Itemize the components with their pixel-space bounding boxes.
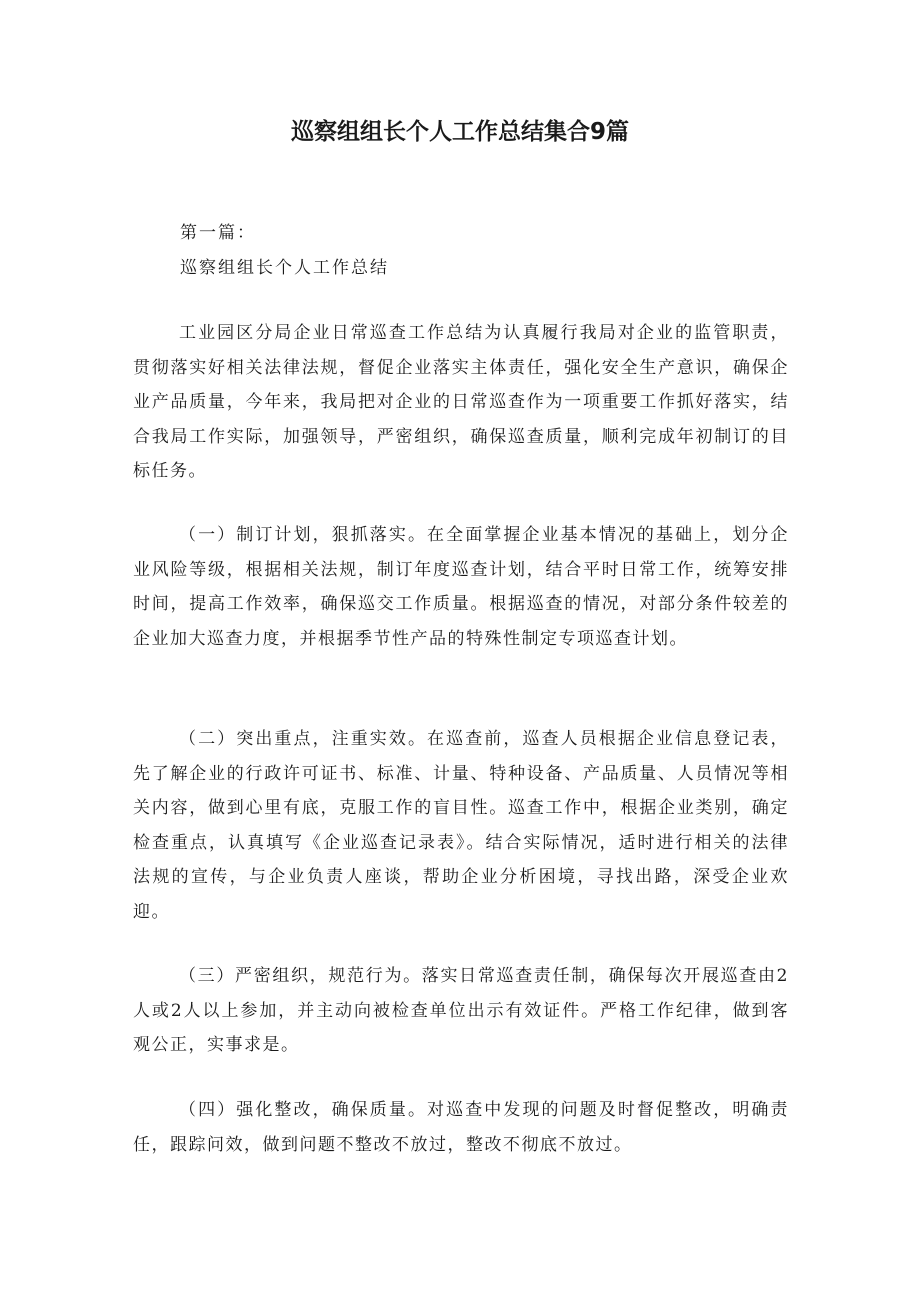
section-subtitle: 巡察组组长个人工作总结 (180, 258, 389, 278)
paragraph-item-2: （二）突出重点，注重实效。在巡查前，巡查人员根据企业信息登记表，先了解企业的行政许可证书、标准、计量、特种设备、产品质量、人员情况等相关内容，做到心里有底，克服工作的盲目性。巡查工作中，根据企业类别，确定检查重点，认真填写《企业巡查记录表》。结合实际情况，适时进行相关的法律法规的宣传，与企业负责人座谈，帮助企业分析困境，寻找出路，深受企业欢迎。 (133, 729, 789, 922)
paragraph-item-3: （三）严密组织，规范行为。落实日常巡查责任制，确保每次开展巡查由2人或2人以上参加，并主动向被检查单位出示有效证件。严格工作纪律，做到客观公正，实事求是。 (133, 966, 789, 1055)
paragraph-intro: 工业园区分局企业日常巡查工作总结为认真履行我局对企业的监管职责，贯彻落实好相关法律法规，督促企业落实主体责任，强化安全生产意识，确保企业产品质量，今年来，我局把对企业的日常巡查作为一项重要工作抓好落实，结合我局工作实际，加强领导，严密组织，确保巡查质量，顺利完成年初制订的目标任务。 (133, 323, 789, 481)
section-label: 第一篇： (180, 223, 256, 243)
paragraph-item-4: （四）强化整改，确保质量。对巡查中发现的问题及时督促整改，明确责任，跟踪问效，做到问题不整改不放过，整改不彻底不放过。 (133, 1100, 789, 1155)
document-title: 巡察组组长个人工作总结集合9篇 (290, 119, 629, 145)
paragraph-item-1: （一）制订计划，狠抓落实。在全面掌握企业基本情况的基础上，划分企业风险等级，根据相关法规，制订年度巡查计划，结合平时日常工作，统筹安排时间，提高工作效率，确保巡交工作质量。根据巡查的情况，对部分条件较差的企业加大巡查力度，并根据季节性产品的特殊性制定专项巡查计划。 (133, 525, 789, 649)
